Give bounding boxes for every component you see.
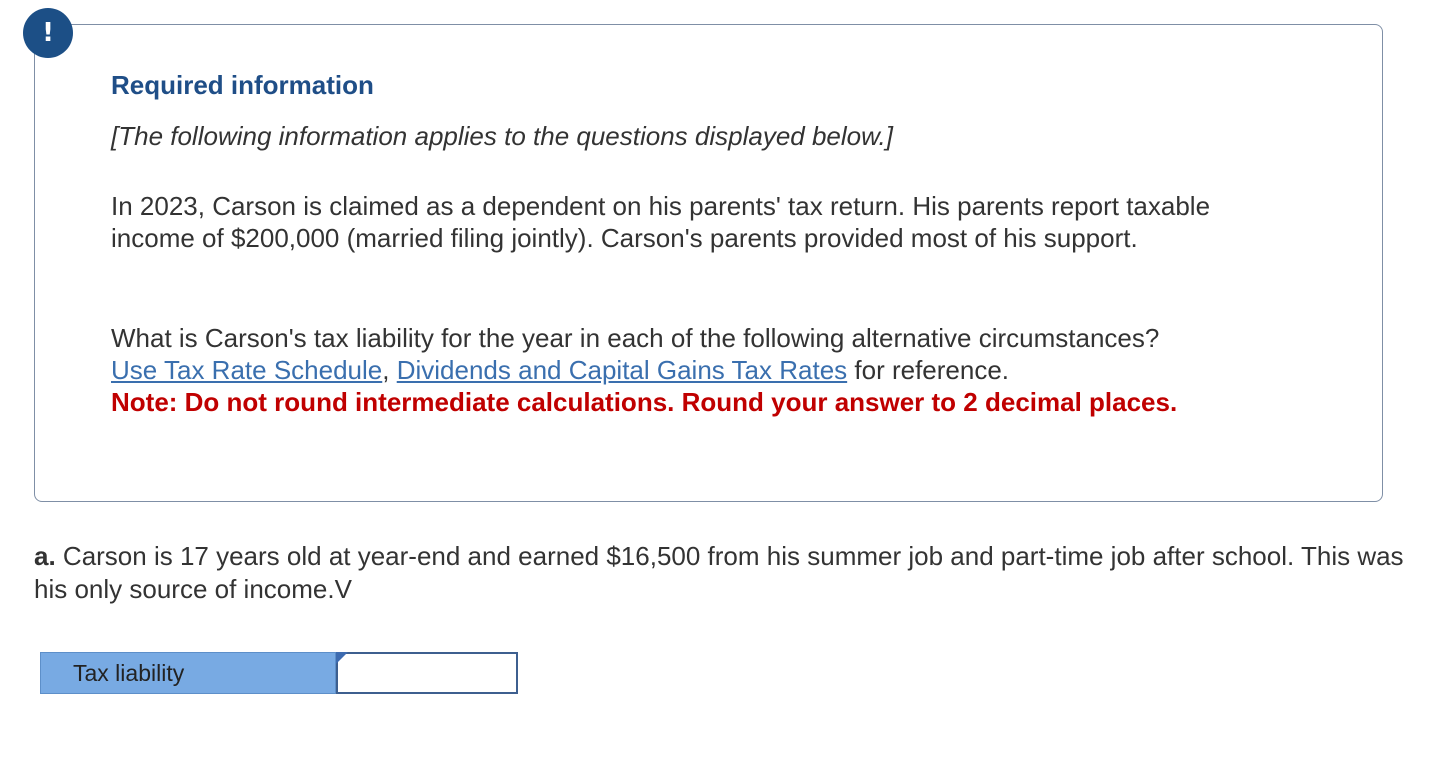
scenario-paragraph: In 2023, Carson is claimed as a dependent on his parents' tax return. His parents report taxable income of $200,000 (married filing jointly). Carson's parents provided most of his support. xyxy=(111,191,1211,253)
tax-liability-input-wrapper xyxy=(336,652,518,694)
reference-suffix: for reference. xyxy=(847,355,1010,385)
answer-row xyxy=(40,652,518,694)
tax-liability-input[interactable] xyxy=(336,652,518,694)
instructions-paragraph xyxy=(111,322,1311,386)
question-text: Carson is 17 years old at year-end and earned $16,500 from his summer job and part-time job after school. This was his only source of income.V xyxy=(34,541,1404,604)
tax-liability-label: Tax liability xyxy=(40,652,336,694)
required-information-title: Required information xyxy=(111,70,374,100)
question-a xyxy=(34,540,1414,606)
rounding-note: Note: Do not round intermediate calculations. Round your answer to 2 decimal places. xyxy=(111,387,1178,417)
question-letter: a. xyxy=(34,541,56,571)
tax-rate-schedule-link[interactable]: Use Tax Rate Schedule xyxy=(111,355,383,385)
alert-icon: ! xyxy=(23,8,73,58)
link-separator: , xyxy=(382,355,390,385)
applies-note: [The following information applies to the questions displayed below.] xyxy=(111,121,893,151)
dividends-capital-gains-link[interactable]: Dividends and Capital Gains Tax Rates xyxy=(396,355,848,385)
instructions-text: What is Carson's tax liability for the year in each of the following alternative circumstances? xyxy=(111,323,1160,353)
